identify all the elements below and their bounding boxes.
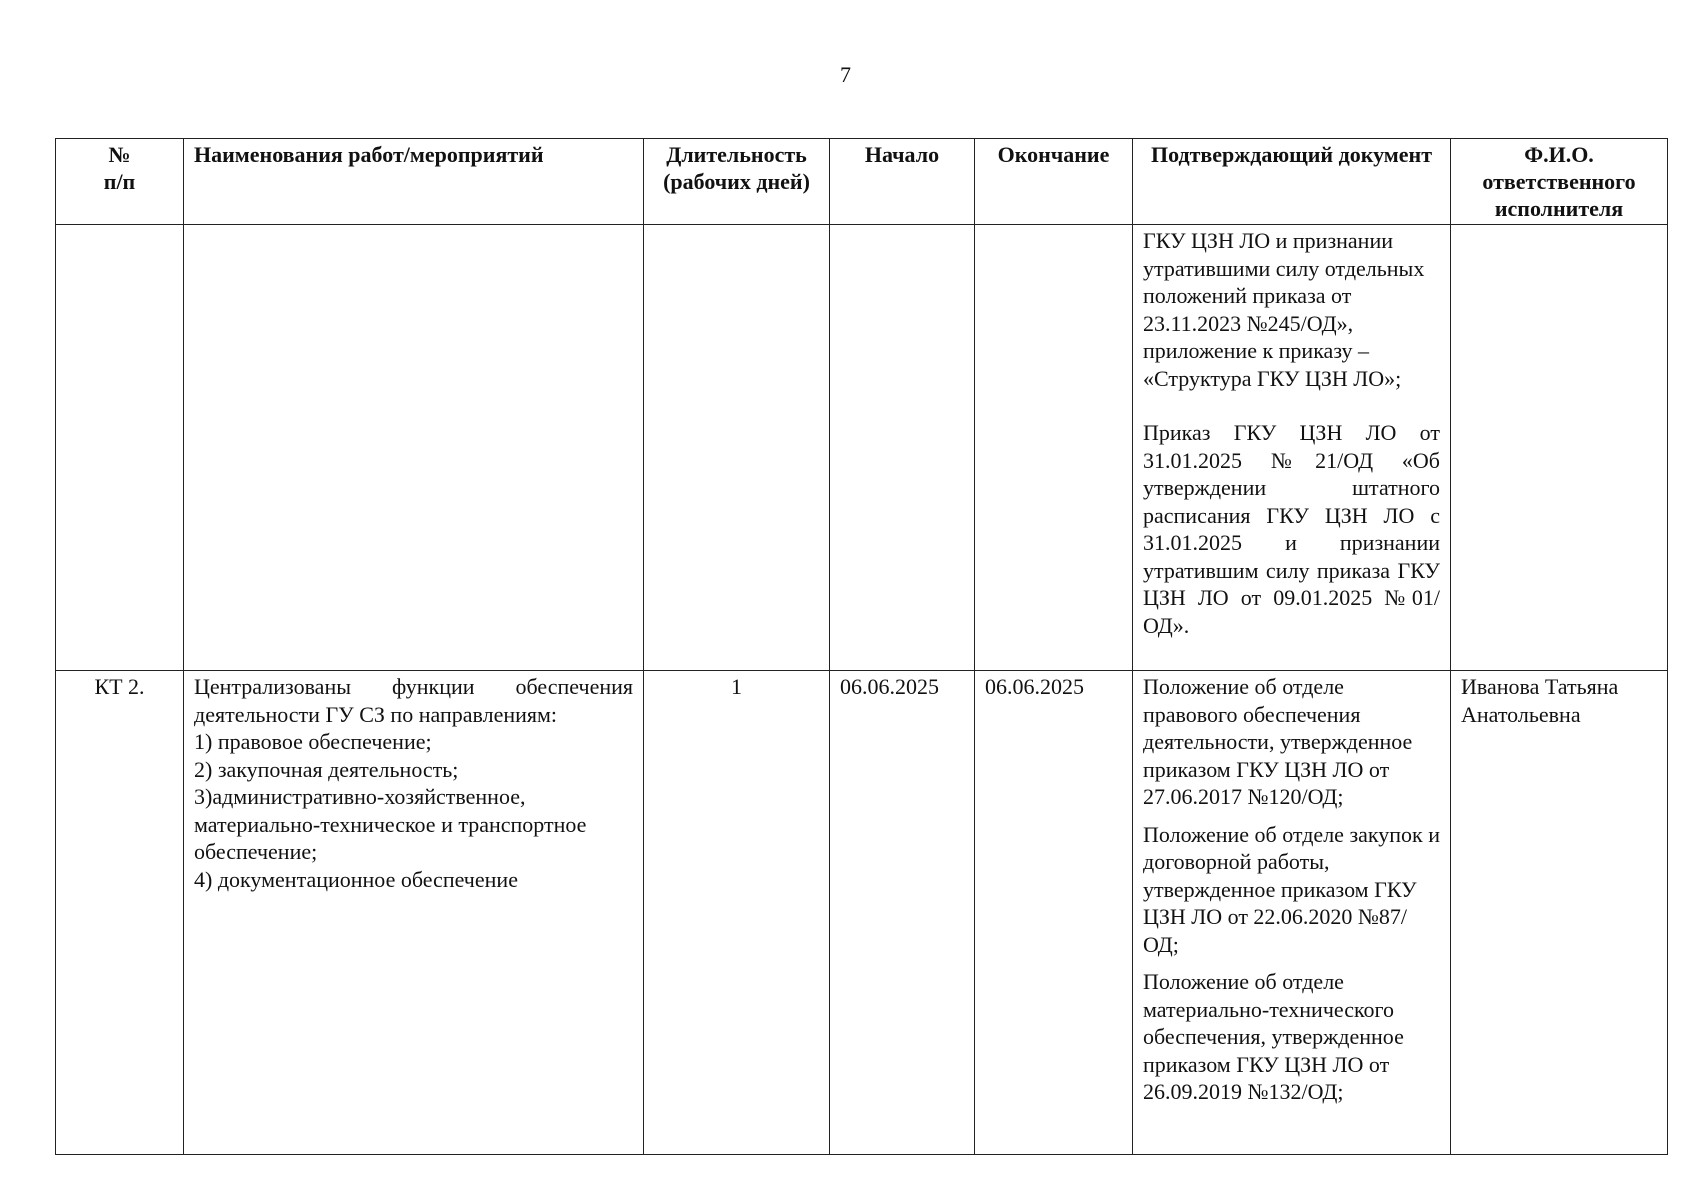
cell-number [56, 225, 184, 671]
work-item-1: 1) правовое обеспечение; [194, 729, 432, 754]
header-duration: Длительность (рабочих дней) [644, 139, 830, 225]
cell-end [975, 225, 1133, 671]
cell-number: КТ 2. [56, 671, 184, 1155]
cell-work-name [184, 671, 644, 1155]
work-item-4: 4) документационное обеспечение [194, 866, 518, 892]
header-responsible: Ф.И.О. ответственного исполнителя [1451, 139, 1668, 225]
document-procurement-dept: Положение об отделе закупок и договорной работы, утвержденное приказом ГКУ ЦЗН ЛО от 22.06.2020 №87/ОД; [1143, 821, 1441, 957]
header-start: Начало [830, 139, 975, 225]
cell-document [1133, 225, 1451, 671]
cell-start: 06.06.2025 [830, 671, 975, 1155]
table-row-continuation [56, 225, 1668, 671]
cell-responsible: Иванова Татьяна Анатольевна [1451, 671, 1668, 1155]
header-number-symbol: № [108, 142, 131, 167]
document-text-order-21: Приказ ГКУ ЦЗН ЛО от 31.01.2025 №21/ОД «Об утверждении штатного расписания ГКУ ЦЗН ЛО с 31.01.2025 и признании утратившим силу приказа ГКУ ЦЗН ЛО от 09.01.2025 №01/ОД». [1143, 420, 1440, 638]
header-document: Подтверждающий документ [1133, 139, 1451, 225]
document-legal-dept: Положение об отделе правового обеспечения деятельности, утвержденное приказом ГКУ ЦЗН ЛО от 27.06.2017 №120/ОД; [1143, 674, 1413, 809]
header-number [56, 139, 184, 225]
work-schedule-table [55, 138, 1668, 1155]
work-item-3: 3)административно-хозяйственное, материально-техническое и транспортное обеспечение; [194, 784, 587, 864]
work-item-2: 2) закупочная деятельность; [194, 756, 459, 782]
cell-document [1133, 671, 1451, 1155]
cell-duration: 1 [644, 671, 830, 1155]
cell-work-name [184, 225, 644, 671]
cell-start [830, 225, 975, 671]
document-logistics-dept: Положение об отделе материально-технического обеспечения, утвержденное приказом ГКУ ЦЗН ЛО от 26.09.2019 №132/ОД; [1143, 969, 1404, 1104]
document-text-continuation: ГКУ ЦЗН ЛО и признании утратившими силу отдельных положений приказа от 23.11.2023 №245/ОД», приложение к приказу – «Структура ГКУ ЦЗН ЛО»; [1143, 228, 1425, 391]
header-number-label: п/п [103, 169, 136, 194]
header-work-name: Наименования работ/мероприятий [184, 139, 644, 225]
header-end: Окончание [975, 139, 1133, 225]
work-name-intro: Централизованы функции обеспечения деятельности ГУ СЗ по направлениям: [194, 674, 633, 727]
cell-responsible [1451, 225, 1668, 671]
page-number: 7 [840, 62, 851, 87]
cell-duration [644, 225, 830, 671]
table-header-row [56, 139, 1668, 225]
table-row-kt2 [56, 671, 1668, 1155]
cell-end: 06.06.2025 [975, 671, 1133, 1155]
